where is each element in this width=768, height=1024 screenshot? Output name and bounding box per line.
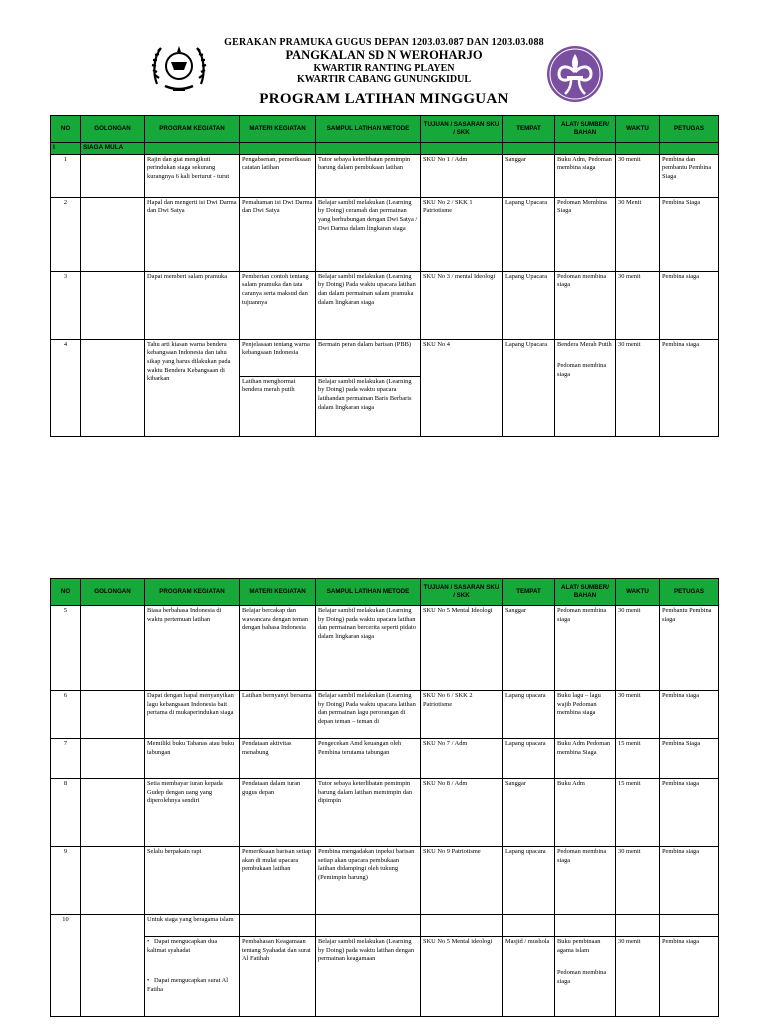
cell-materi: Pendataan aktivitas menabung: [240, 739, 316, 779]
cell-metode: Pembina mengadakan inpeksi barisan setiap akan upacara pembukaan latihan didampingi oleh tukung (Pemimpin barung): [316, 847, 421, 915]
table-row: [51, 197, 719, 271]
cell-tujuan: SKU No 4: [421, 339, 503, 436]
table-row: [51, 691, 719, 739]
cell-materi: Pemberian contoh tentang salam pramuka dan tata caranya serta maksud dan tujuannya: [240, 271, 316, 339]
cell-tempat: Lapang upacara: [503, 739, 555, 779]
cell-program: Memiliki buku Tabanas atau buku tabungan: [145, 739, 240, 779]
cell-tempat: Lapang upacara: [503, 691, 555, 739]
cell-alat: Pedoman membina siaga: [555, 606, 616, 691]
cell-no: 1: [51, 154, 81, 197]
cell-waktu: 30 menit: [616, 847, 660, 915]
alat-line: Bendera Merah Putih: [557, 340, 612, 348]
cell-program: Hapal dan mengerti isi Dwi Darma dan Dwi Satya: [145, 197, 240, 271]
cell-waktu: 15 menit: [616, 779, 660, 847]
cell-tujuan: SKU No 7 / Adm: [421, 739, 503, 779]
cell-petugas: Pembina siaga: [660, 937, 719, 1017]
cell-materi: Pendataan dalam iuran gugus depan: [240, 779, 316, 847]
cell-program: Biasa berbahasa Indonesia di waktu pertemuan latihan: [145, 606, 240, 691]
cell-metode: Belajar sambil melakukan (Learning by Doing) pada waktu upacara latihan dan permainan bercerita seperti pidato dalam lingkaran siaga: [316, 606, 421, 691]
section-no: I: [51, 143, 81, 155]
cell-program: Tahu arti kiasan warna bendera kebangsaan Indonesia dan tahu sikap yang harus dilakukan pada waktu Bendera Kebangsaan di kibarkan: [145, 339, 240, 436]
cell-metode: Belajar sambil melakukan (Learning by Doing) ceramah dan permainan yang berhubungan dengan Dwi Satya / Dwi Darma dalam lingkaran siaga: [316, 197, 421, 271]
cell-petugas: Pembina siaga: [660, 691, 719, 739]
cell-materi: Latihan menghormat bendera merah putih: [240, 376, 316, 436]
col-header: PETUGAS: [660, 116, 719, 143]
list-item: • Dapat mengucapkan surat Al Fatiha: [147, 977, 229, 993]
cell-no: 4: [51, 339, 81, 436]
cell-alat: Buku Adm: [555, 779, 616, 847]
col-header: TUJUAN / SASARAN SKU / SKK: [421, 116, 503, 143]
alat-line: Buku pembinaan agama islam: [557, 938, 601, 954]
bullet-text: Dapat mengucapkan surat Al Fatiha: [147, 977, 229, 993]
cell-tujuan: SKU No 5 Mental Ideologi: [421, 606, 503, 691]
program-table-1: [50, 115, 719, 437]
cell-metode: Belajar sambil melakukan (Learning by Doing) Pada waktu upacara latihan dan dalam permainan salam pramuka dalam lingkaran siaga: [316, 271, 421, 339]
col-header: ALAT/ SUMBER/ BAHAN: [555, 579, 616, 606]
cell-alat: Pedoman membina siaga: [555, 271, 616, 339]
cell-tempat: Lapang Upacara: [503, 197, 555, 271]
cell-no: 2: [51, 197, 81, 271]
cell-petugas: Pembina siaga: [660, 271, 719, 339]
cell-alat: Pedoman membina siaga: [555, 847, 616, 915]
cell-metode: Belajar sambil melakukan (Learning by Doing) Pada waktu upacara latihan dan permainan lagu perorangan di depan teman – teman di: [316, 691, 421, 739]
cell-no: 8: [51, 779, 81, 847]
cell-metode: Tutor sebaya keterlibatan pemimpin barung dalam latihan memimpin dan dipimpin: [316, 779, 421, 847]
cell-alat: Pedoman Membina Siaga: [555, 197, 616, 271]
cell-no: 10: [51, 915, 81, 1017]
cell-waktu: 30 menit: [616, 339, 660, 436]
cell-tempat: Masjid / mushola: [503, 937, 555, 1017]
cell-metode: Belajar sambil melakukan (Learning by Doing) pada waktu upacara latihandan permainan Baris Berbaris dalam lingkaran siaga: [316, 376, 421, 436]
header-line-1: GERAKAN PRAMUKA GUGUS DEPAN 1203.03.087 DAN 1203.03.088: [224, 37, 544, 48]
col-header: TEMPAT: [503, 116, 555, 143]
cell-waktu: 30 menit: [616, 937, 660, 1017]
table-header-row: [51, 579, 719, 606]
cell-tujuan: SKU No 1 / Adm: [421, 154, 503, 197]
cell-petugas: Pembina dan pembantu Pembina Siaga: [660, 154, 719, 197]
cell-metode: Belajar sambil melakukan (Learning by Doing) pada waktu latihan dengan permainan keagamaan: [316, 937, 421, 1017]
col-header: SAMPUL LATIHAN METODE: [316, 579, 421, 606]
cell-waktu: 15 menit: [616, 739, 660, 779]
cell-petugas: Pembina siaga: [660, 339, 719, 436]
col-header: TEMPAT: [503, 579, 555, 606]
cell-program: Selalu berpakain rapi: [145, 847, 240, 915]
cell-petugas: Pembina siaga: [660, 779, 719, 847]
cell-petugas: Pembina Siaga: [660, 197, 719, 271]
cell-alat: Buku Adm Pedoman membina Siaga: [555, 739, 616, 779]
section-row: [51, 143, 719, 155]
cell-no: 9: [51, 847, 81, 915]
cell-alat: Buku lagu – lagu wajib Pedoman membina siaga: [555, 691, 616, 739]
col-header: PROGRAM KEGIATAN: [145, 579, 240, 606]
cell-materi: Latihan bernyanyi bersama: [240, 691, 316, 739]
document-header: [0, 0, 768, 112]
col-header: PETUGAS: [660, 579, 719, 606]
cell-petugas: Pembantu Pembina siaga: [660, 606, 719, 691]
table-row: [51, 779, 719, 847]
cell-program: [145, 937, 240, 1017]
col-header: MATERI KEGIATAN: [240, 116, 316, 143]
cell-petugas: Pembina siaga: [660, 847, 719, 915]
col-header: TUJUAN / SASARAN SKU / SKK: [421, 579, 503, 606]
cell-waktu: 30 menit: [616, 271, 660, 339]
tunas-kelapa-icon: [545, 44, 605, 104]
col-header: GOLONGAN: [81, 116, 145, 143]
col-header: MATERI KEGIATAN: [240, 579, 316, 606]
cell-tempat: Sanggar: [503, 606, 555, 691]
cell-tujuan: SKU No 5 Mental ideologi: [421, 937, 503, 1017]
table-row: [51, 915, 719, 937]
cell-waktu: 30 Menit: [616, 197, 660, 271]
col-header: ALAT/ SUMBER/ BAHAN: [555, 116, 616, 143]
cell-tempat: Lapang upacara: [503, 847, 555, 915]
col-header: PROGRAM KEGIATAN: [145, 116, 240, 143]
cell-tujuan: SKU No 6 / SKK 2 Patriotisme: [421, 691, 503, 739]
cell-metode: Pengecekan Amd keuangan oleh Pembina terutama tabungan: [316, 739, 421, 779]
cell-tempat: Sanggar: [503, 154, 555, 197]
cell-program: Dapat dengan hapal menyanyikan lagu kebangsaan Indonesia bait pertama di mukaperindukan siaga: [145, 691, 240, 739]
col-header: GOLONGAN: [81, 579, 145, 606]
cell-waktu: 30 menit: [616, 606, 660, 691]
cell-alat: [555, 339, 616, 436]
cell-no: 3: [51, 271, 81, 339]
table-row: [51, 847, 719, 915]
cell-no: 6: [51, 691, 81, 739]
cell-no: 5: [51, 606, 81, 691]
cell-program: Dapat memberi salam pramuka: [145, 271, 240, 339]
cell-program: Setia membayar iuran kepada Gudep dengan uang yang diperolehnya sendiri: [145, 779, 240, 847]
col-header: WAKTU: [616, 116, 660, 143]
table-row: [51, 606, 719, 691]
cell-tempat: Lapang Upacara: [503, 339, 555, 436]
cell-program: Rajin dan giat mengikuti perindukan siaga sekurang kurangnya 6 kali berturut - turut: [145, 154, 240, 197]
cell-tempat: Lapang Upacara: [503, 271, 555, 339]
cell-materi: Belajar bercakap dan wawancara dengan teman dengan bahasa Indonesia: [240, 606, 316, 691]
cell-tujuan: SKU No 8 / Adm: [421, 779, 503, 847]
cell-alat: [555, 937, 616, 1017]
cell-metode: Bermain peran dalam barisan (PBB): [316, 339, 421, 376]
table-row: [51, 937, 719, 1017]
cell-program: Untuk siaga yang beragama islam: [145, 915, 240, 937]
cell-waktu: 30 menit: [616, 691, 660, 739]
header-line-2: PANGKALAN SD N WEROHARJO: [285, 48, 483, 62]
list-item: • Dapat mengucapkan dua kalimat syahadat: [147, 938, 218, 954]
cell-no: 7: [51, 739, 81, 779]
bullet-text: Dapat mengucapkan dua kalimat syahadat: [147, 938, 218, 954]
table-row: [51, 271, 719, 339]
cell-materi: Pembahasan Keagamaan tentang Syahadat dan surat Al Fatihah: [240, 937, 316, 1017]
col-header: NO: [51, 579, 81, 606]
header-line-3: KWARTIR RANTING PLAYEN: [313, 63, 455, 74]
cell-tujuan: SKU No 9 Patriotisme: [421, 847, 503, 915]
cell-waktu: 30 menit: [616, 154, 660, 197]
cell-tujuan: SKU No 3 / mental Ideologi: [421, 271, 503, 339]
cell-materi: Pemeriksaan barisan setiap akan di mulai upacara pembukaan latihan: [240, 847, 316, 915]
table-row: [51, 739, 719, 779]
col-header: WAKTU: [616, 579, 660, 606]
cell-materi: Penjelasaan tentang warna kebangsaan Indonesia: [240, 339, 316, 376]
cell-tempat: Sanggar: [503, 779, 555, 847]
page-title: PROGRAM LATIHAN MINGGUAN: [259, 91, 509, 107]
alat-line: Pedoman membina siaga: [557, 969, 607, 985]
header-line-4: KWARTIR CABANG GUNUNGKIDUL: [296, 74, 472, 85]
cell-tujuan: SKU No 2 / SKK 1 Patriotisme: [421, 197, 503, 271]
table-row: [51, 154, 719, 197]
alat-line: Pedoman membina siaga: [557, 362, 607, 378]
cell-alat: Buku Adm, Pedoman membina siaga: [555, 154, 616, 197]
cell-metode: Tutor sebaya keterlibatan pemimpin barung dalam pembukaan latihan: [316, 154, 421, 197]
cell-materi: Pemahaman isi Dwi Darma dan Dwi Satya: [240, 197, 316, 271]
cell-petugas: Pembina Siaga: [660, 739, 719, 779]
col-header: NO: [51, 116, 81, 143]
col-header: SAMPUL LATIHAN METODE: [316, 116, 421, 143]
program-table-2: [50, 578, 719, 1017]
table-header-row: [51, 116, 719, 143]
table-row: [51, 339, 719, 376]
section-label: SIAGA MULA: [81, 143, 145, 155]
cell-materi: Pengabsenan, pemeriksaan catatan latihan: [240, 154, 316, 197]
